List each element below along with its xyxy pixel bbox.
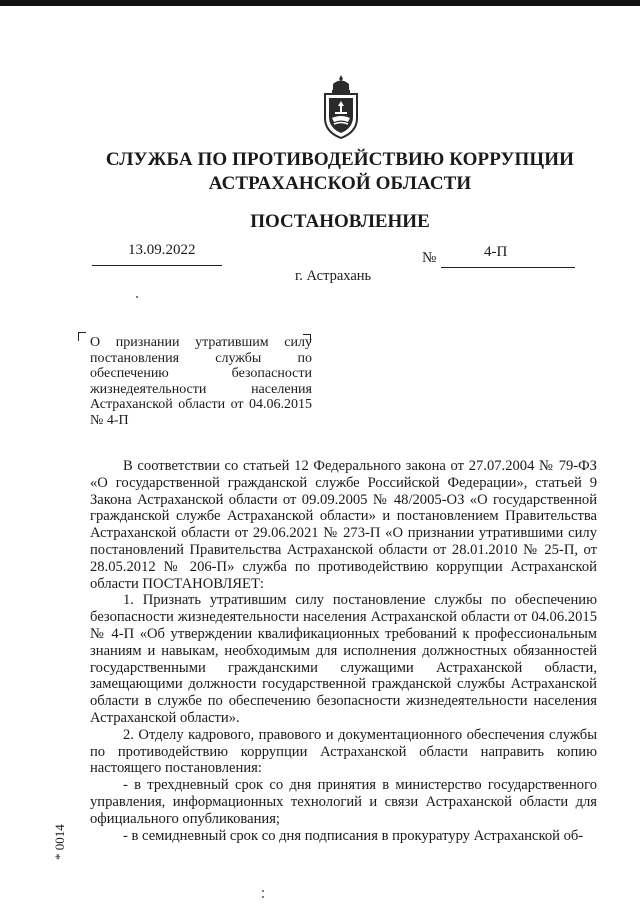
number-underline [441,267,575,268]
scan-speck [262,896,264,898]
body-paragraph-item-2: 2. Отделу кадрового, правового и документационного обеспечения службы по противодействию коррупции Астраханской области направить копию настоящего постановления: [90,726,597,777]
document-number: 4-П [484,244,508,260]
body-paragraph-preamble: В соответствии со статьей 12 Федерального закона от 27.07.2004 № 79-ФЗ «О государственной гражданской службе Российской Федерации», статьей 9 Закона Астраханской области от 09.09.2005 № 48/2005-ОЗ «О государственной гражданской службе Астраханской области» и постановлением Правительства Астраханской области от 29.06.2021 № 273-П «О признании утратившими силу постановлений Правительства Астраханской области от 28.01.2010 № 25-П, от 28.05.2012 № 206-П» служба по противодействию коррупции Астраханской области ПОСТАНОВЛЯЕТ: [90,458,597,592]
number-sign: № [422,250,437,266]
registration-stamp: * 0014 [52,824,67,860]
top-border [0,0,640,6]
document-date: 13.09.2022 [128,242,196,258]
date-underline [92,265,222,266]
body-paragraph-item-1: 1. Признать утратившим силу постановление службы по обеспечению безопасности жизнедеятельности населения Астраханской области от 04.06.2015 № 4-П «Об утверждении квалификационных требований к профессиональным знаниям и навыкам, необходимым для исполнения должностных обязанностей государственными гражданскими служащими Астраханской области, замещающими должности государственной гражданской службы Астраханской области в службе по обеспечению безопасности жизнедеятельности населения Астраханской области». [90,592,597,726]
document-body [90,458,597,844]
scan-speck [262,890,264,892]
document-type-title: ПОСТАНОВЛЕНИЕ [250,211,430,232]
document-subject: О признании утратившим силу постановления службы по обеспечению безопасности жизнедеятельности населения Астраханской области от 04.06.2015 № 4-П [90,335,312,428]
organization-name-line2: АСТРАХАНСКОЙ ОБЛАСТИ [208,173,472,194]
subject-bracket-left [78,332,86,341]
organization-name [0,148,640,196]
coat-of-arms-icon [319,72,363,142]
coat-of-arms-emblem [319,72,363,142]
scan-speck [136,296,138,298]
organization-name-line1: СЛУЖБА ПО ПРОТИВОДЕЙСТВИЮ КОРРУПЦИИ [105,149,575,170]
document-city: г. Астрахань [295,268,372,284]
body-paragraph-subitem-b: - в семидневный срок со дня подписания в прокуратуру Астраханской об- [123,827,584,844]
body-paragraph-subitem-a: - в трехдневный срок со дня принятия в министерство государственного управления, информационных технологий и связи Астраханской области для официального опубликования; [90,777,597,827]
